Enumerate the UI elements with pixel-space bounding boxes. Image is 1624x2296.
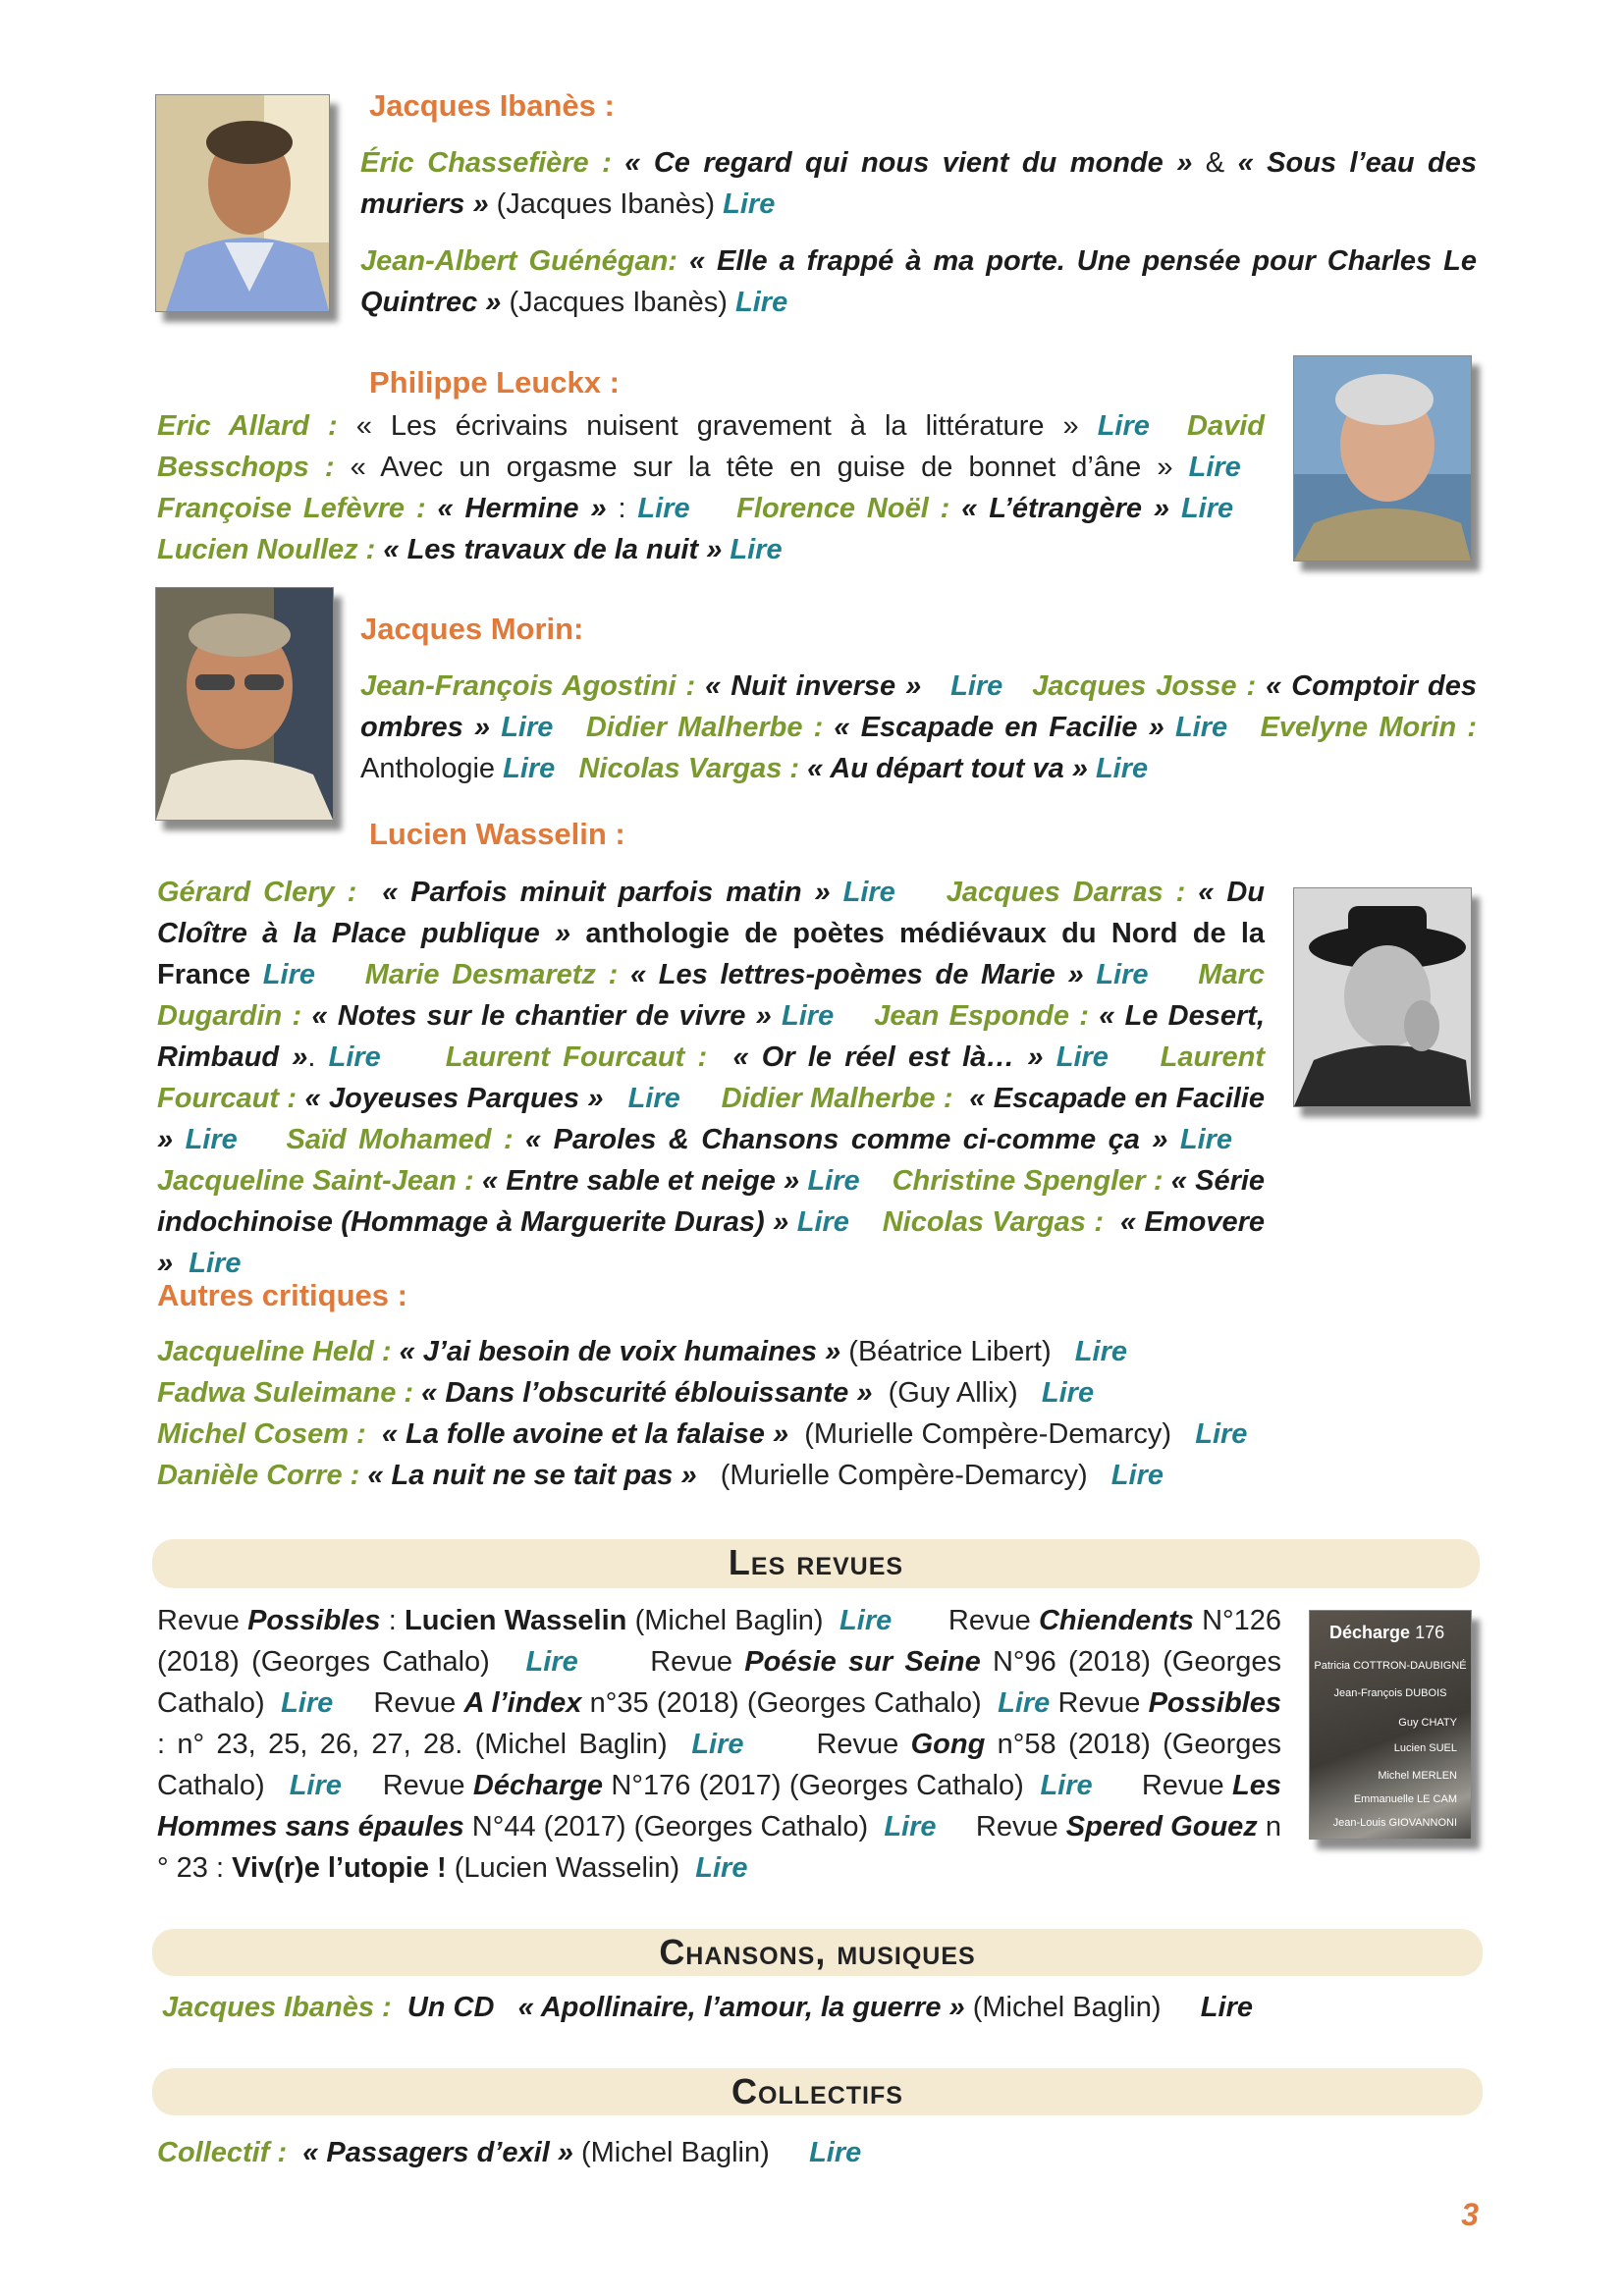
revue-prefix: Revue — [382, 1770, 465, 1801]
lire-link[interactable]: Lire — [1195, 1418, 1248, 1450]
lire-link[interactable]: Lire — [1174, 712, 1228, 743]
lire-link[interactable]: Lire — [262, 959, 315, 990]
cover-title-text: Décharge — [1329, 1623, 1411, 1642]
entry-title: « Du Cloître à la Place publique » — [157, 877, 1266, 949]
entry-connector: & — [1192, 147, 1238, 179]
entry-chansons — [162, 1987, 1253, 2028]
entry-author: Didier Malherbe : — [721, 1083, 953, 1114]
list-item — [157, 1414, 1477, 1455]
lire-link[interactable]: Lire — [884, 1811, 937, 1842]
entry-title: « La folle avoine et la falaise » — [381, 1418, 789, 1450]
revue-name: Chiendents — [1038, 1605, 1194, 1636]
entry-title: « Nuit inverse » — [705, 670, 922, 702]
lire-link[interactable]: Lire — [1110, 1460, 1164, 1491]
lire-link[interactable]: Lire — [723, 188, 776, 220]
entry-title: « Au départ tout va » — [807, 753, 1088, 784]
lire-link[interactable]: Lire — [1074, 1336, 1127, 1367]
lire-link[interactable]: Lire — [1041, 1377, 1095, 1409]
entry-context: anthologie de poètes médiévaux du Nord de la France — [157, 918, 1265, 990]
portrait-image — [156, 588, 333, 820]
entry-ibanes-1 — [360, 142, 1477, 225]
revue-name: Poésie sur Seine — [744, 1646, 981, 1678]
entry-title: « Emovere » — [157, 1206, 1266, 1279]
revue-prefix: Revue — [1057, 1687, 1141, 1719]
entry-title: « Elle a frappé à ma porte. Une pensée pour Charles Le Quintrec » — [360, 245, 1477, 318]
lire-link[interactable]: Lire — [1056, 1041, 1109, 1073]
section-heading-wasselin: Lucien Wasselin : — [369, 817, 625, 851]
entry-title: « Paroles & Chansons comme ci-comme ça » — [525, 1124, 1168, 1155]
entries-morin — [360, 666, 1477, 789]
entry-author: Jean Esponde : — [874, 1000, 1089, 1032]
cover-name: Emmanuelle LE CAM — [1353, 1793, 1457, 1805]
photo-jacques-morin — [155, 587, 334, 821]
entry-author: David Besschops : — [157, 410, 1265, 483]
entry-author: Jean-François Agostini : — [360, 670, 696, 702]
lire-link[interactable]: Lire — [842, 877, 895, 908]
lire-link[interactable]: Lire — [1095, 753, 1149, 784]
cover-title — [1329, 1623, 1444, 1643]
revue-name: Possibles — [247, 1605, 381, 1636]
entry-context: N°96 (2018) (Georges Cathalo) — [157, 1646, 1281, 1719]
band-chansons-musiques: Chansons, musiques — [152, 1929, 1483, 1976]
entry-title: « Ce regard qui nous vient du monde » — [624, 147, 1193, 179]
revue-name: Gong — [910, 1729, 986, 1760]
entry-author: Laurent Fourcaut : — [445, 1041, 708, 1073]
revue-prefix: Revue — [157, 1605, 240, 1636]
section-heading-ibanes: Jacques Ibanès : — [369, 88, 615, 123]
section-heading-leuckx: Philippe Leuckx : — [369, 365, 620, 400]
entry-author: Saïd Mohamed : — [286, 1124, 514, 1155]
band-les-revues: Les revues — [152, 1539, 1480, 1588]
entry-author: Lucien Noullez : — [157, 534, 376, 565]
band-collectifs: Collectifs — [152, 2068, 1483, 2115]
lire-link[interactable]: Lire — [796, 1206, 849, 1238]
entry-context: (Lucien Wasselin) — [446, 1852, 688, 1884]
lire-link[interactable]: Lire — [281, 1687, 334, 1719]
entry-author: Françoise Lefèvre : — [157, 493, 426, 524]
lire-link[interactable]: Lire — [627, 1083, 680, 1114]
entry-author: Christine Spengler : — [892, 1165, 1164, 1197]
revue-prefix: Revue — [975, 1811, 1058, 1842]
entry-title: « Les travaux de la nuit » — [383, 534, 723, 565]
entry-author: Florence Noël : — [736, 493, 950, 524]
entry-context: n ° 23 : — [157, 1811, 1281, 1884]
entry-title: Un CD — [406, 1992, 495, 2023]
lire-link[interactable]: Lire — [189, 1248, 242, 1279]
lire-link[interactable]: Lire — [730, 534, 783, 565]
page-number: 3 — [1461, 2197, 1479, 2232]
entry-author: Eric Allard : — [157, 410, 338, 442]
lire-link[interactable]: Lire — [1179, 1124, 1233, 1155]
lire-link[interactable]: Lire — [782, 1000, 835, 1032]
entry-author: Jean-Albert Guénégan: — [360, 245, 677, 277]
entry-subject: Viv(r)e l’utopie ! — [232, 1852, 447, 1884]
cover-name: Jean-Louis GIOVANNONI — [1332, 1817, 1457, 1829]
entry-context: N°126 (2018) (Georges Cathalo) — [157, 1605, 1282, 1678]
entry-context: (Jacques Ibanès) — [501, 287, 736, 318]
entry-author: Danièle Corre : — [157, 1460, 360, 1491]
entries-revues — [157, 1600, 1281, 1889]
revue-name: A l’index — [463, 1687, 582, 1719]
entry-title: « Les écrivains nuisent gravement à la littérature » — [337, 410, 1098, 442]
entry-author: Michel Cosem : — [157, 1418, 366, 1450]
entry-context: (Guy Allix) — [880, 1377, 1026, 1409]
entry-context: N°176 (2017) (Georges Cathalo) — [603, 1770, 1033, 1801]
lire-link[interactable]: Lire — [501, 712, 554, 743]
lire-link[interactable]: Lire — [839, 1605, 893, 1636]
lire-link[interactable]: Lire — [950, 670, 1003, 702]
entry-context: (Michel Baglin) — [572, 2137, 778, 2168]
entry-connector: : — [380, 1605, 406, 1636]
entry-title: « Escapade en Facilie » — [157, 1083, 1265, 1155]
entry-title: « Or le réel est là… » — [732, 1041, 1044, 1073]
revue-name: Décharge — [472, 1770, 604, 1801]
list-item — [157, 1455, 1477, 1496]
cover-name: Lucien SUEL — [1393, 1742, 1457, 1754]
revue-prefix: Revue — [816, 1729, 899, 1760]
entry-author: Jacqueline Saint-Jean : — [157, 1165, 474, 1197]
entry-author: Marie Desmaretz : — [364, 959, 619, 990]
revue-prefix: Revue — [650, 1646, 733, 1678]
cover-name: Jean-François DUBOIS — [1333, 1687, 1447, 1699]
entry-context: : n° 23, 25, 26, 27, 28. (Michel Baglin) — [157, 1729, 679, 1760]
entry-context: (Béatrice Libert) — [840, 1336, 1059, 1367]
lire-link[interactable]: Lire — [525, 1646, 578, 1678]
cover-decharge — [1309, 1610, 1472, 1840]
entries-leuckx — [157, 405, 1265, 570]
list-item — [157, 1331, 1477, 1372]
entry-author: Laurent Fourcaut : — [157, 1041, 1265, 1114]
revue-prefix: Revue — [373, 1687, 457, 1719]
entry-author: Didier Malherbe : — [585, 712, 824, 743]
revue-prefix: Revue — [1141, 1770, 1224, 1801]
entry-author: Jacques Darras : — [946, 877, 1186, 908]
entry-title: « Série indochinoise (Hommage à Marguerite Duras) » — [157, 1165, 1266, 1238]
entry-title: « Escapade en Facilie » — [834, 712, 1164, 743]
entries-wasselin: Gérard Clery : « Parfois minuit parfois matin » Lire Jacques Darras : « Du Cloître à la Place publique » anthologie de poètes médiévaux du Nord de la France Lire Marie Desmaretz : « Les lettres-poèmes de Marie » Lire Marc Dugardin : « Notes sur le chantier de vivre » Lire Jean Esponde : « Le Desert, Rimbaud ». Lire Laurent Fourcaut : « Or le réel est là… » Lire Laurent Fourcaut : « Joyeuses Parques » Lire Didier Malherbe : « Escapade en Facilie » Lire Saïd Mohamed : « Paroles & Chansons comme ci-comme ça » Lire Jacqueline Saint-Jean : « Entre sable et neige » Lire Christine Spengler : « Série indochinoise (Hommage à Marguerite Duras) » Lire Nicolas Vargas : « Emovere » Lire — [157, 877, 1266, 1279]
lire-link[interactable]: Lire — [328, 1041, 381, 1073]
entry-title: « Avec un orgasme sur la tête en guise de bonnet d’âne » — [334, 452, 1189, 483]
lire-link[interactable]: Lire — [695, 1852, 748, 1884]
lire-link[interactable]: Lire — [1200, 1992, 1253, 2023]
entry-context: N°44 (2017) (Georges Cathalo) — [463, 1811, 877, 1842]
lire-link[interactable]: Lire — [809, 2137, 862, 2168]
entry-title: « Comptoir des ombres » — [360, 670, 1478, 743]
portrait-image — [1294, 356, 1471, 561]
entry-title: « Apollinaire, l’amour, la guerre » — [517, 1992, 965, 2023]
revue-name: Spered Gouez — [1065, 1811, 1258, 1842]
lire-link[interactable]: Lire — [735, 287, 788, 318]
photo-philippe-leuckx — [1293, 355, 1472, 561]
cover-name: Patricia COTTRON-DAUBIGNÉ — [1314, 1660, 1467, 1672]
entry-title: Anthologie — [360, 753, 496, 784]
section-heading-morin: Jacques Morin: — [360, 612, 584, 646]
entry-title: « Passagers d’exil » — [302, 2137, 573, 2168]
entry-author: Gérard Clery : — [157, 877, 357, 908]
lire-link[interactable]: Lire — [1180, 493, 1234, 524]
entry-title: « Hermine » — [437, 493, 607, 524]
photo-lucien-wasselin — [1293, 887, 1472, 1107]
entry-title: « Sous l’eau des muriers » — [360, 147, 1477, 220]
entry-collectifs — [157, 2132, 861, 2173]
entry-author: Jacqueline Held : — [157, 1336, 392, 1367]
entry-title: « L’étrangère » — [961, 493, 1170, 524]
entry-context: n°58 (2018) (Georges Cathalo) — [157, 1729, 1281, 1801]
entry-title: « Parfois minuit parfois matin » — [382, 877, 831, 908]
lire-link[interactable]: Lire — [691, 1729, 744, 1760]
entry-ibanes-2 — [360, 240, 1477, 323]
entry-title: « Joyeuses Parques » — [304, 1083, 604, 1114]
lire-link[interactable]: Lire — [185, 1124, 238, 1155]
entry-title: « Notes sur le chantier de vivre » — [311, 1000, 772, 1032]
entry-author: Nicolas Vargas : — [882, 1206, 1105, 1238]
entry-context: n°35 (2018) (Georges Cathalo) — [581, 1687, 990, 1719]
entry-author: Evelyne Morin : — [1260, 712, 1478, 743]
entry-author: Fadwa Suleimane : — [157, 1377, 414, 1409]
list-item — [157, 1372, 1477, 1414]
lire-link[interactable]: Lire — [807, 1165, 860, 1197]
entry-author: Nicolas Vargas : — [578, 753, 800, 784]
entry-title: « J’ai besoin de voix humaines » — [399, 1336, 841, 1367]
portrait-image — [156, 95, 329, 311]
lire-link[interactable]: Lire — [289, 1770, 342, 1801]
autres-list — [157, 1331, 1477, 1496]
revue-name: Les Hommes sans épaules — [157, 1770, 1281, 1842]
cover-name: Guy CHATY — [1398, 1717, 1457, 1729]
entry-author: Collectif : — [157, 2137, 288, 2168]
entry-context: (Murielle Compère-Demarcy) — [712, 1460, 1096, 1491]
cover-name: Michel MERLEN — [1378, 1770, 1457, 1782]
entry-context: (Michel Baglin) — [964, 1992, 1169, 2023]
entry-context: (Michel Baglin) — [626, 1605, 832, 1636]
entry-context: (Jacques Ibanès) — [488, 188, 724, 220]
revue-name: Possibles — [1148, 1687, 1281, 1719]
revue-prefix: Revue — [947, 1605, 1031, 1636]
lire-link[interactable]: Lire — [1188, 452, 1241, 483]
entry-subject: Lucien Wasselin — [405, 1605, 627, 1636]
entry-author: Marc Dugardin : — [157, 959, 1265, 1032]
entry-title: « Les lettres-poèmes de Marie » — [629, 959, 1084, 990]
portrait-image — [1294, 888, 1471, 1106]
lire-link[interactable]: Lire — [1097, 410, 1150, 442]
section-heading-autres: Autres critiques : — [157, 1278, 407, 1312]
entry-author: Jacques Ibanès : — [162, 1992, 392, 2023]
entry-context: : — [606, 493, 638, 524]
entry-title: « Dans l’obscurité éblouissante » — [421, 1377, 873, 1409]
lire-link[interactable]: Lire — [1096, 959, 1149, 990]
photo-jacques-ibanes — [155, 94, 330, 312]
lire-link[interactable]: Lire — [1040, 1770, 1093, 1801]
entry-author: Éric Chassefière : — [360, 147, 612, 179]
entry-title: « La nuit ne se tait pas » — [367, 1460, 697, 1491]
entry-context: (Murielle Compère-Demarcy) — [796, 1418, 1180, 1450]
entry-title: « Le Desert, Rimbaud » — [157, 1000, 1266, 1073]
entry-title: « Entre sable et neige » — [481, 1165, 800, 1197]
entry-author: Jacques Josse : — [1032, 670, 1257, 702]
lire-link[interactable]: Lire — [637, 493, 690, 524]
lire-link[interactable]: Lire — [503, 753, 556, 784]
lire-link[interactable]: Lire — [998, 1687, 1051, 1719]
cover-number: 176 — [1415, 1623, 1445, 1642]
